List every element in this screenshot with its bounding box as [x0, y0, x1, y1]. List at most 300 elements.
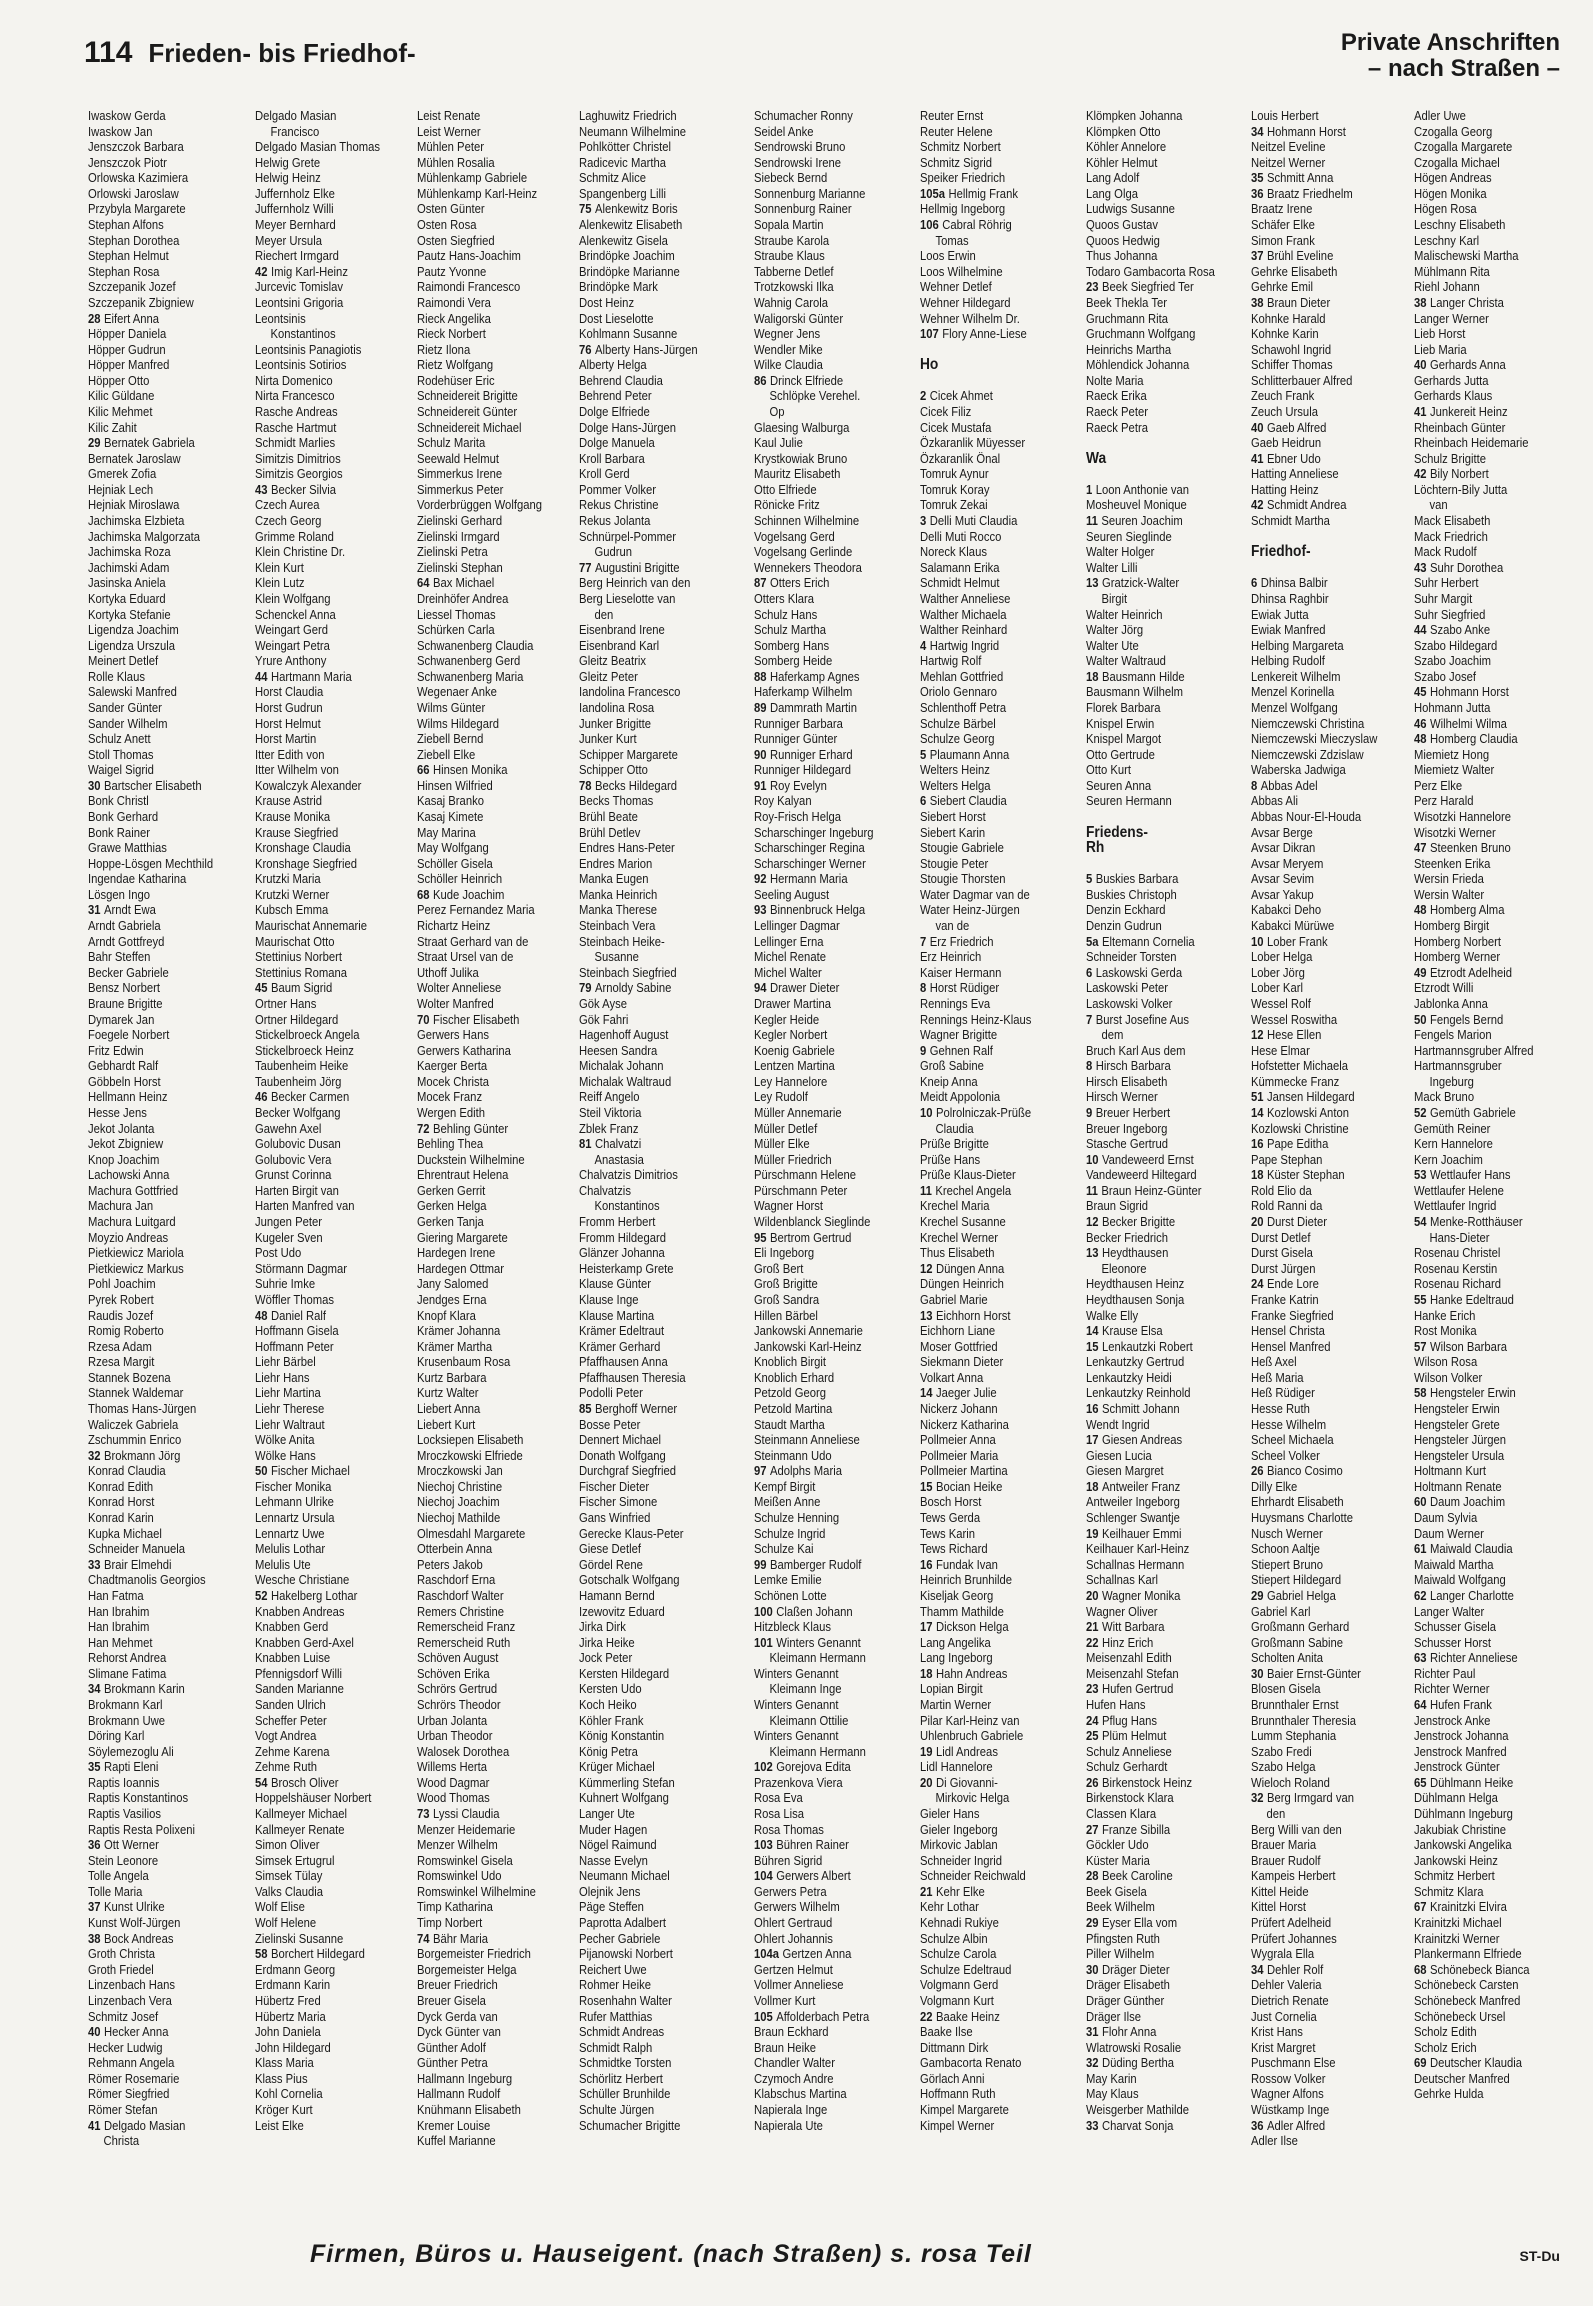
directory-entry: Dymarek Jan [88, 1011, 155, 1027]
house-number: 11 [1086, 1182, 1098, 1198]
directory-entry: Wahnig Carola [754, 294, 829, 310]
directory-entry: Stickelbroeck Heinz [255, 1042, 354, 1058]
directory-entry: Tomruk Aynur [920, 466, 989, 482]
directory-entry: 46 Wilhelmi Wilma [1414, 715, 1507, 731]
directory-entry: 38 Bock Andreas [88, 1930, 174, 1946]
directory-entry: Lösgen Ingo [88, 886, 151, 902]
directory-columns [88, 108, 1560, 2149]
directory-entry: Daum Werner [1414, 1525, 1484, 1541]
directory-entry: Brindöpke Mark [579, 279, 658, 295]
directory-entry: Junker Kurt [579, 731, 637, 747]
directory-entry: Florek Barbara [1086, 699, 1161, 715]
directory-entry: Knopf Klara [417, 1307, 476, 1323]
directory-entry: Ley Rudolf [754, 1089, 808, 1105]
directory-entry: 6 Siebert Claudia [920, 793, 1007, 809]
directory-entry: Wersin Frieda [1414, 871, 1484, 887]
directory-entry: Dreinhöfer Andrea [417, 590, 509, 606]
directory-entry: Romswinkel Wilhelmine [417, 1883, 536, 1899]
directory-entry: Erz Heinrich [920, 949, 982, 965]
directory-entry: 15 Bocian Heike [920, 1478, 1003, 1494]
house-number: 38 [1414, 294, 1427, 310]
directory-entry: Rekus Christine [579, 497, 659, 513]
directory-entry [1251, 560, 1414, 576]
directory-entry: Kersten Hildegard [579, 1665, 670, 1681]
directory-entry: 18 Hahn Andreas [920, 1665, 1008, 1681]
directory-entry: Fischer Dieter [579, 1478, 650, 1494]
directory-entry [920, 342, 1083, 358]
directory-entry: Otto Kurt [1086, 762, 1132, 778]
directory-entry: Jenstrock Günter [1414, 1759, 1500, 1775]
directory-entry: Water Heinz-Jürgen [920, 902, 1020, 918]
house-number: 48 [255, 1307, 268, 1323]
directory-entry: 75 Alenkewitz Boris [579, 201, 678, 217]
directory-entry: Jankowski Heinz [1414, 1852, 1498, 1868]
directory-entry: Wennekers Theodora [754, 559, 862, 575]
directory-entry: Krechel Werner [920, 1229, 999, 1245]
directory-entry: 73 Lyssi Claudia [417, 1806, 500, 1822]
directory-entry: Alenkewitz Elisabeth [579, 217, 683, 233]
directory-entry: 8 Abbas Adel [1251, 777, 1318, 793]
directory-entry: Kabakci Mürüwe [1251, 918, 1335, 934]
directory-entry: Pfaffhausen Anna [579, 1354, 668, 1370]
directory-entry: Bahr Steffen [88, 949, 151, 965]
directory-entry: Mühlmann Rita [1414, 263, 1490, 279]
directory-entry: Durst Jürgen [1251, 1260, 1316, 1276]
directory-entry: Harten Manfred van [255, 1198, 355, 1214]
directory-entry: Knispel Margot [1086, 731, 1162, 747]
directory-entry: Petzold Martina [754, 1400, 833, 1416]
directory-entry: Jendges Erna [417, 1291, 487, 1307]
house-number: 47 [1414, 840, 1427, 856]
house-number: 7 [1086, 1011, 1093, 1027]
directory-entry: Szczepanik Zbigniew [88, 294, 194, 310]
directory-entry: Kurtz Barbara [417, 1369, 487, 1385]
house-number: 11 [920, 1182, 932, 1198]
directory-entry: Klass Maria [255, 2055, 314, 2071]
directory-entry: Brokmann Uwe [88, 1712, 165, 1728]
directory-entry: Gertzen Helmut [754, 1961, 833, 1977]
directory-entry: Klein Christine Dr. [255, 544, 346, 560]
directory-entry: Rosa Thomas [754, 1821, 824, 1837]
directory-entry: Schmidt Ralph [579, 2039, 653, 2055]
directory-entry: Borgemeister Friedrich [417, 1946, 531, 1962]
house-number: 10 [1251, 933, 1264, 949]
house-number: 101 [754, 1634, 773, 1650]
directory-entry: John Hildegard [255, 2039, 331, 2055]
directory-entry: Stettinius Romana [255, 964, 348, 980]
directory-entry: Behling Thea [417, 1136, 484, 1152]
directory-entry: Gruchmann Rita [1086, 310, 1168, 326]
directory-entry: 70 Fischer Elisabeth [417, 1011, 520, 1027]
directory-entry: Deutscher Manfred [1414, 2070, 1510, 2086]
directory-entry: 32 Berg Irmgard van [1251, 1790, 1354, 1806]
house-number: 86 [754, 372, 767, 388]
directory-entry: Wessel Rolf [1251, 995, 1311, 1011]
directory-entry: Homberg Werner [1414, 949, 1501, 965]
directory-entry: Seewald Helmut [417, 450, 499, 466]
directory-entry: Peters Jakob [417, 1556, 483, 1572]
directory-entry: Scholz Erich [1414, 2039, 1477, 2055]
directory-entry: Schulze Edeltraud [920, 1961, 1012, 1977]
directory-entry: Golubovic Vera [255, 1151, 332, 1167]
directory-entry: Hoppelshäuser Norbert [255, 1790, 372, 1806]
house-number: 46 [1414, 715, 1427, 731]
directory-entry: Stephan Alfons [88, 217, 164, 233]
house-number: 30 [88, 777, 101, 793]
directory-entry: Szabo Helga [1251, 1759, 1316, 1775]
directory-entry: Lemke Emilie [754, 1572, 822, 1588]
directory-entry: Beek Gisela [1086, 1883, 1147, 1899]
directory-entry: 79 Arnoldy Sabine [579, 980, 672, 996]
directory-entry: Eisenbrand Karl [579, 637, 660, 653]
house-number: 38 [1251, 294, 1264, 310]
directory-entry: 41 Delgado Masian [88, 2117, 186, 2133]
directory-entry: Osten Rosa [417, 217, 477, 233]
directory-entry: Jungen Peter [255, 1214, 322, 1230]
directory-entry: 57 Wilson Barbara [1414, 1338, 1507, 1354]
directory-entry: Schulze Albin [920, 1930, 988, 1946]
directory-entry: Kehnadi Rukiye [920, 1915, 999, 1931]
section-subtitle: – nach Straßen – [1367, 55, 1560, 82]
directory-entry: Jany Salomed [417, 1276, 489, 1292]
directory-entry: Knabben Gerd-Axel [255, 1634, 354, 1650]
directory-entry: 54 Menke-Rotthäuser [1414, 1214, 1523, 1230]
directory-entry: Sonnenburg Marianne [754, 185, 866, 201]
directory-entry: Gök Fahri [579, 1011, 629, 1027]
directory-entry: Groth Friedel [88, 1961, 154, 1977]
directory-entry: Vandeweerd Hiltegard [1086, 1167, 1197, 1183]
directory-entry: Maiwald Martha [1414, 1556, 1494, 1572]
directory-entry: Przybyla Margarete [88, 201, 186, 217]
directory-entry: Thamm Mathilde [920, 1603, 1004, 1619]
directory-entry: Adler Ilse [1251, 2133, 1298, 2149]
directory-entry: Lang Ingeborg [920, 1650, 993, 1666]
directory-entry: Romig Roberto [88, 1323, 164, 1339]
directory-entry: Seuren Anna [1086, 777, 1152, 793]
directory-entry: 61 Maiwald Claudia [1414, 1541, 1513, 1557]
directory-entry: Ziebell Bernd [417, 731, 484, 747]
directory-entry: Hitzbleck Klaus [754, 1619, 831, 1635]
directory-entry: dem [1101, 1027, 1124, 1043]
directory-entry: Wagner Brigitte [920, 1027, 998, 1043]
directory-entry: Knabben Gerd [255, 1619, 329, 1635]
directory-entry: Schusser Gisela [1414, 1619, 1496, 1635]
directory-entry: Jankowski Angelika [1414, 1837, 1512, 1853]
directory-entry: Machura Gottfried [88, 1182, 179, 1198]
directory-entry: Wood Thomas [417, 1790, 490, 1806]
directory-entry: Ewiak Manfred [1251, 622, 1326, 638]
directory-entry: Avsar Meryem [1251, 855, 1324, 871]
directory-entry: Jachimska Elzbieta [88, 513, 185, 529]
directory-entry: Rieck Angelika [417, 310, 491, 326]
directory-entry: Somberg Hans [754, 637, 830, 653]
directory-entry: Krusenbaum Rosa [417, 1354, 511, 1370]
directory-entry: Bonk Christl [88, 793, 149, 809]
footer-note: Firmen, Büros u. Hauseigent. (nach Straßen) s. rosa Teil [310, 2240, 1032, 2268]
directory-entry: Dhinsa Raghbir [1251, 590, 1329, 606]
directory-entry: Liehr Therese [255, 1400, 325, 1416]
directory-entry: 9 Gehnen Ralf [920, 1042, 993, 1058]
directory-entry: Mack Rudolf [1414, 544, 1477, 560]
house-number: 8 [920, 980, 927, 996]
directory-entry: Wettlaufer Helene [1414, 1182, 1504, 1198]
directory-entry: 97 Adolphs Maria [754, 1463, 842, 1479]
directory-entry: Straat Ursel van de [417, 949, 514, 965]
house-number: 31 [1086, 2024, 1099, 2040]
directory-entry: Homberg Birgit [1414, 918, 1490, 934]
directory-entry: 11 Krechel Angela [920, 1182, 1012, 1198]
directory-entry: Antweiler Ingeborg [1086, 1494, 1180, 1510]
directory-entry: 44 Szabo Anke [1414, 622, 1491, 638]
directory-entry: Alberty Helga [579, 357, 647, 373]
house-number: 48 [1414, 902, 1427, 918]
directory-entry: Durst Detlef [1251, 1229, 1311, 1245]
directory-entry: 13 Eichhorn Horst [920, 1307, 1011, 1323]
directory-entry: Urban Jolanta [417, 1712, 488, 1728]
directory-entry: Miemietz Hong [1414, 746, 1490, 762]
directory-entry: Avsar Berge [1251, 824, 1313, 840]
directory-entry: Ludwigs Susanne [1086, 201, 1175, 217]
directory-entry: Scholz Edith [1414, 2024, 1477, 2040]
directory-entry: Napierala Inge [754, 2102, 828, 2117]
street-section-heading: Friedens- [1086, 823, 1148, 841]
directory-entry: Schlenger Swantje [1086, 1510, 1180, 1526]
directory-entry: Krist Margret [1251, 2039, 1316, 2055]
directory-entry: Richartz Heinz [417, 918, 491, 934]
directory-entry: Jekot Zbigniew [88, 1136, 164, 1152]
directory-entry: Mosheuvel Monique [1086, 497, 1187, 513]
directory-entry: Manka Heinrich [579, 886, 658, 902]
directory-entry: Leist Elke [255, 2117, 304, 2133]
directory-entry: Leschny Elisabeth [1414, 217, 1506, 233]
directory-entry: Otto Gertrude [1086, 746, 1155, 762]
directory-entry: Helbing Margareta [1251, 637, 1344, 653]
directory-entry: Scharschinger Regina [754, 840, 865, 856]
directory-entry: Steinmann Udo [754, 1447, 832, 1463]
directory-entry: Uthoff Julika [417, 964, 479, 980]
directory-entry: Walter Heinrich [1086, 606, 1163, 622]
directory-entry: 36 Adler Alfred [1251, 2117, 1326, 2133]
directory-entry: 88 Haferkamp Agnes [754, 668, 860, 684]
directory-entry: Krämer Gerhard [579, 1338, 661, 1354]
directory-entry: Gerwers Wilhelm [754, 1899, 840, 1915]
directory-entry: Endres Hans-Peter [579, 840, 675, 856]
directory-entry: Steenken Erika [1414, 855, 1491, 871]
directory-entry: Suhrie Imke [255, 1276, 316, 1292]
directory-entry: Simitzis Dimitrios [255, 450, 341, 466]
directory-entry: Becker Friedrich [1086, 1229, 1168, 1245]
directory-entry: Krämer Johanna [417, 1323, 501, 1339]
directory-entry: Walther Anneliese [920, 590, 1011, 606]
directory-entry: Leist Werner [417, 123, 481, 139]
directory-entry: Gehrke Elisabeth [1251, 263, 1338, 279]
directory-entry: 13 Gratzick-Walter [1086, 575, 1180, 591]
directory-entry: Hartmannsgruber [1414, 1058, 1502, 1074]
house-number: 54 [1414, 1214, 1427, 1230]
directory-entry: Dost Lieselotte [579, 310, 654, 326]
directory-entry: König Konstantin [579, 1728, 665, 1744]
directory-entry: 105 Affolderbach Petra [754, 2008, 870, 2024]
directory-entry: Wolter Anneliese [417, 980, 502, 996]
house-number: 77 [579, 559, 592, 575]
directory-entry: 33 Charvat Sonja [1086, 2117, 1174, 2133]
house-number: 68 [417, 886, 430, 902]
directory-entry: Braun Eckhard [754, 2024, 829, 2040]
directory-entry: 63 Richter Anneliese [1414, 1650, 1518, 1666]
directory-entry: Straube Klaus [754, 248, 825, 264]
directory-entry: Krämer Edeltraut [579, 1323, 665, 1339]
directory-entry: Pietkiewicz Mariola [88, 1245, 184, 1261]
directory-entry: Czech Aurea [255, 497, 320, 513]
house-number: 40 [1251, 419, 1264, 435]
directory-entry: Walter Jörg [1086, 622, 1144, 638]
directory-entry: Sopala Martin [754, 217, 824, 233]
directory-entry: Beek Thekla Ter [1086, 294, 1167, 310]
directory-entry: Klabschus Martina [754, 2086, 847, 2102]
directory-entry: Heinrichs Martha [1086, 341, 1172, 357]
directory-entry: Rosenau Christel [1414, 1245, 1501, 1261]
directory-entry: Schulz Brigitte [1414, 450, 1486, 466]
directory-entry: Olmesdahl Margarete [417, 1525, 526, 1541]
directory-entry: Donath Wolfgang [579, 1447, 666, 1463]
house-number: 46 [255, 1089, 268, 1105]
directory-entry: Knop Joachim [88, 1151, 160, 1167]
directory-entry: Glaesing Walburga [754, 419, 850, 435]
directory-entry: Linzenbach Hans [88, 1977, 176, 1993]
directory-entry: Michel Walter [754, 964, 822, 980]
directory-entry: Heß Axel [1251, 1354, 1297, 1370]
directory-entry: Dolge Hans-Jürgen [579, 419, 677, 435]
directory-column [1086, 108, 1246, 2133]
directory-entry: Vorderbrüggen Wolfgang [417, 497, 543, 513]
directory-entry: Krutzki Werner [255, 886, 330, 902]
directory-entry: Eleonore [1101, 1260, 1147, 1276]
directory-entry: Wehner Hildegard [920, 294, 1011, 310]
house-number: 19 [1086, 1525, 1099, 1541]
directory-entry: Heesen Sandra [579, 1042, 658, 1058]
directory-entry: 48 Daniel Ralf [255, 1307, 327, 1323]
directory-column [417, 108, 577, 2149]
house-number: 13 [1086, 1245, 1099, 1261]
house-number: 3 [920, 513, 927, 529]
house-number: 44 [255, 668, 268, 684]
directory-entry: Kimpel Margarete [920, 2102, 1009, 2117]
directory-entry: 41 Junkereit Heinz [1414, 403, 1508, 419]
directory-entry: Han Fatma [88, 1587, 144, 1603]
directory-entry: Kleimann Hermann [769, 1650, 866, 1666]
page-title: Frieden- bis Friedhof- [148, 38, 416, 68]
directory-entry: Hengsteler Ursula [1414, 1447, 1505, 1463]
directory-entry: Erdmann Georg [255, 1961, 336, 1977]
directory-entry: Wendler Mike [754, 341, 823, 357]
directory-entry: John Daniela [255, 2024, 321, 2040]
directory-entry: Hinsen Wilfried [417, 777, 493, 793]
directory-entry: Konrad Karin [88, 1510, 154, 1526]
directory-entry: Schönebeck Manfred [1414, 1992, 1521, 2008]
house-number: 103 [754, 1837, 773, 1853]
directory-entry: Gleitz Peter [579, 668, 638, 684]
directory-entry: Brunnthaler Ernst [1251, 1696, 1339, 1712]
house-number: 104 [754, 1868, 773, 1884]
directory-entry: 3 Delli Muti Claudia [920, 513, 1018, 529]
directory-entry: Ohlert Gertraud [754, 1915, 833, 1931]
directory-entry: Avsar Yakup [1251, 886, 1314, 902]
directory-entry: 72 Behling Günter [417, 1120, 509, 1136]
directory-entry: Nusch Werner [1251, 1525, 1323, 1541]
directory-entry: Machura Jan [88, 1198, 154, 1214]
directory-entry: Timp Katharina [417, 1899, 493, 1915]
directory-entry: Leist Renate [417, 108, 481, 123]
directory-entry: Hejniak Miroslawa [88, 497, 180, 513]
directory-entry: Gemüth Reiner [1414, 1120, 1491, 1136]
directory-entry: Högen Rosa [1414, 201, 1477, 217]
house-number: 37 [1251, 248, 1264, 264]
directory-entry: Leschny Karl [1414, 232, 1480, 248]
directory-entry: Günther Petra [417, 2055, 488, 2071]
directory-entry: Schmidt Martha [1251, 513, 1330, 529]
directory-entry: Melulis Ute [255, 1556, 311, 1572]
directory-entry: Schwanenberg Gerd [417, 653, 521, 669]
directory-entry: Simon Frank [1251, 232, 1315, 248]
house-number: 100 [754, 1603, 773, 1619]
directory-entry: Högen Andreas [1414, 170, 1492, 186]
directory-entry: Roy Kalyan [754, 793, 812, 809]
directory-entry: Izewovitz Eduard [579, 1603, 665, 1619]
directory-entry: May Marina [417, 824, 476, 840]
directory-entry: Stougie Gabriele [920, 840, 1004, 856]
house-number: 6 [1086, 964, 1093, 980]
directory-entry: Kleimann Inge [769, 1681, 842, 1697]
directory-entry: Bernatek Jaroslaw [88, 450, 181, 466]
directory-entry: Walosek Dorothea [417, 1743, 510, 1759]
directory-entry: Hagenhoff August [579, 1027, 669, 1043]
directory-entry: Tomas [935, 232, 969, 248]
directory-entry: Knühmann Elisabeth [417, 2102, 521, 2117]
house-number: 29 [1086, 1915, 1099, 1931]
directory-entry: Mroczkowski Jan [417, 1463, 503, 1479]
directory-entry: Schmitz Josef [88, 2008, 159, 2024]
directory-entry: van de [935, 918, 970, 934]
directory-entry: Tomruk Zekai [920, 497, 988, 513]
directory-entry: Schöven Erika [417, 1665, 490, 1681]
directory-entry: Berg Heinrich van den [579, 575, 691, 591]
directory-entry: Simmerkus Peter [417, 481, 504, 497]
directory-entry: Gerwers Katharina [417, 1042, 511, 1058]
directory-entry: 35 Schmitt Anna [1251, 170, 1334, 186]
directory-entry: 18 Küster Stephan [1251, 1167, 1345, 1183]
directory-entry: Kilic Güldane [88, 388, 155, 404]
directory-entry: Szabo Joachim [1414, 653, 1491, 669]
house-number: 32 [1086, 2055, 1099, 2071]
directory-entry: Jekot Jolanta [88, 1120, 155, 1136]
directory-entry: Oriolo Gennaro [920, 684, 997, 700]
directory-entry: Gabriel Marie [920, 1291, 988, 1307]
directory-entry: Pommer Volker [579, 481, 656, 497]
directory-entry: Gehrke Hulda [1414, 2086, 1484, 2102]
directory-entry: 47 Steenken Bruno [1414, 840, 1511, 856]
directory-entry: 21 Kehr Elke [920, 1883, 985, 1899]
directory-entry: Liehr Hans [255, 1369, 310, 1385]
directory-entry: Scheel Michaela [1251, 1432, 1334, 1448]
directory-entry: Sanden Marianne [255, 1681, 344, 1697]
directory-entry: Holtmann Kurt [1414, 1463, 1486, 1479]
directory-entry: Steinbach Siegfried [579, 964, 677, 980]
directory-entry: Simmerkus Irene [417, 466, 503, 482]
directory-entry: Fischer Monika [255, 1478, 332, 1494]
directory-entry: Gerken Tanja [417, 1214, 484, 1230]
directory-entry: Jenstrock Johanna [1414, 1728, 1509, 1744]
directory-entry: Neumann Wilhelmine [579, 123, 687, 139]
